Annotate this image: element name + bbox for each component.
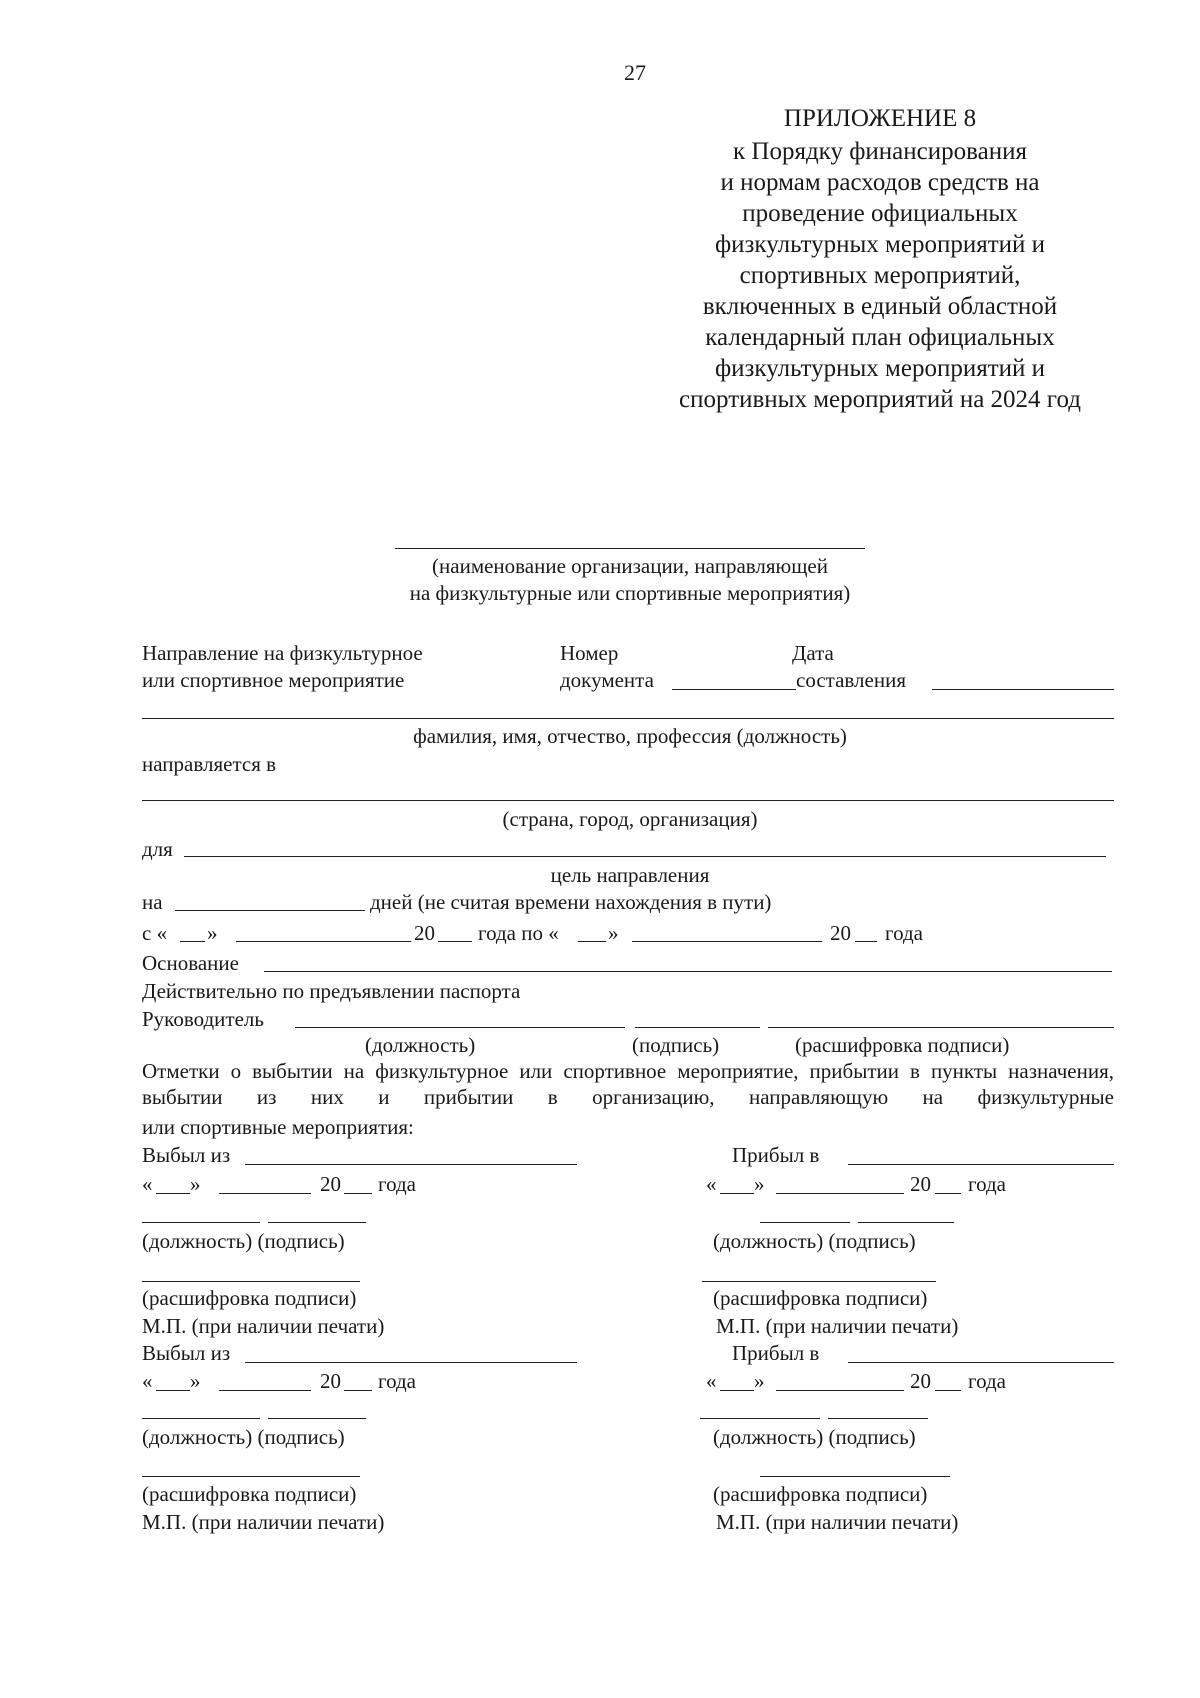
head-decode-field[interactable] [768, 1027, 1114, 1028]
days-field[interactable] [175, 910, 365, 911]
arrived-year-word-2: года [968, 1369, 1006, 1393]
days-suffix: дней (не считая времени нахождения в пути) [370, 890, 772, 914]
departed-day-1[interactable] [156, 1193, 190, 1194]
basis-label: Основание [142, 951, 239, 975]
arrived-label-1: Прибыл в [732, 1143, 820, 1167]
country-field[interactable] [142, 800, 1114, 801]
fio-caption: фамилия, имя, отчество, профессия (должность) [413, 724, 847, 748]
arrived-decode-line-1[interactable] [702, 1281, 936, 1282]
appendix-title: ПРИЛОЖЕНИЕ 8 [783, 105, 977, 132]
arrived-decode-1: (расшифровка подписи) [713, 1286, 928, 1310]
arrived-position-line-2[interactable] [700, 1418, 820, 1419]
departed-position-line-2[interactable] [142, 1418, 260, 1419]
appendix-line-1: к Порядку финансирования [733, 138, 1027, 165]
departed-year-field-2[interactable] [344, 1390, 372, 1391]
basis-field[interactable] [264, 971, 1112, 972]
days-prefix: на [142, 890, 163, 914]
date-label-1: Дата [792, 641, 834, 665]
arrived-month-2[interactable] [776, 1390, 904, 1391]
arrived-year-field-2[interactable] [935, 1390, 961, 1391]
org-caption-2: на физкультурные или спортивные мероприятия) [409, 581, 851, 605]
appendix-line-5: спортивных мероприятий, [739, 262, 1021, 289]
period-quote-1: » [207, 921, 218, 945]
arrived-position-line-1[interactable] [760, 1222, 850, 1223]
arrived-field-1[interactable] [848, 1164, 1114, 1165]
departed-field-2[interactable] [245, 1362, 577, 1363]
arrived-date-open-1: « [706, 1172, 717, 1196]
departed-signature-line-1[interactable] [268, 1222, 366, 1223]
head-label: Руководитель [142, 1007, 264, 1031]
from-month-field[interactable] [236, 941, 411, 942]
marks-last-line: или спортивные мероприятия: [142, 1115, 414, 1139]
document-number-field[interactable] [672, 689, 796, 690]
arrived-decode-line-2[interactable] [760, 1476, 950, 1477]
to-year-field[interactable] [855, 941, 877, 942]
arrived-year-2: 20 [910, 1369, 931, 1393]
sent-to-label: направляется в [142, 752, 277, 776]
departed-month-2[interactable] [219, 1390, 311, 1391]
departed-date-open-2: « [142, 1369, 153, 1393]
period-end: года [885, 921, 923, 945]
departed-signature-line-2[interactable] [268, 1418, 366, 1419]
marks-paragraph: Отметки о выбытии на физкультурное или спортивное мероприятие, прибытии в пункты назначения, выбытии из них и прибытии в организацию, направляющую на физкультурные [142, 1059, 1114, 1109]
period-mid: года по « [478, 921, 559, 945]
arrived-year-1: 20 [910, 1172, 931, 1196]
arrived-stamp-2: М.П. (при наличии печати) [716, 1510, 959, 1534]
appendix-line-4: физкультурных мероприятий и [714, 231, 1046, 258]
purpose-caption: цель направления [550, 863, 710, 887]
departed-month-1[interactable] [219, 1193, 311, 1194]
arrived-year-field-1[interactable] [935, 1193, 961, 1194]
appendix-line-3: проведение официальных [742, 200, 1018, 227]
departed-decode-2: (расшифровка подписи) [142, 1482, 357, 1506]
page-number: 27 [624, 60, 646, 85]
arrived-stamp-1: М.П. (при наличии печати) [716, 1314, 959, 1338]
to-day-field[interactable] [578, 941, 606, 942]
appendix-line-2: и нормам расходов средств на [720, 169, 1040, 196]
appendix-line-9: спортивных мероприятий на 2024 год [679, 386, 1081, 413]
country-caption: (страна, город, организация) [502, 807, 758, 831]
arrived-date-close-2: » [754, 1369, 765, 1393]
head-caption-decode: (расшифровка подписи) [795, 1033, 1010, 1057]
from-day-field[interactable] [180, 941, 205, 942]
departed-pos-sign-1: (должность) (подпись) [142, 1229, 345, 1253]
head-caption-position: (должность) [365, 1033, 476, 1057]
departed-stamp-1: М.П. (при наличии печати) [142, 1314, 385, 1338]
date-label-2: составления [796, 668, 906, 692]
direction-label-1: Направление на физкультурное [142, 641, 423, 665]
appendix-line-7: календарный план официальных [705, 324, 1055, 351]
direction-label-2: или спортивное мероприятие [142, 668, 405, 692]
number-label-2: документа [560, 668, 654, 692]
head-position-field[interactable] [295, 1027, 625, 1028]
arrived-date-open-2: « [706, 1369, 717, 1393]
compile-date-field[interactable] [932, 689, 1114, 690]
arrived-field-2[interactable] [848, 1362, 1114, 1363]
departed-decode-line-1[interactable] [142, 1281, 360, 1282]
period-quote-2: » [608, 921, 619, 945]
for-label: для [142, 837, 173, 861]
org-caption-1: (наименование организации, направляющей [432, 554, 828, 578]
appendix-line-6: включенных в единый областной [702, 293, 1058, 320]
appendix-line-8: физкультурных мероприятий и [714, 355, 1046, 382]
period-from: с « [142, 921, 168, 945]
departed-year-word-1: года [378, 1172, 416, 1196]
arrived-year-word-1: года [968, 1172, 1006, 1196]
arrived-decode-2: (расшифровка подписи) [713, 1482, 928, 1506]
number-label-1: Номер [560, 641, 619, 665]
departed-position-line-1[interactable] [142, 1222, 260, 1223]
departed-date-close-1: » [190, 1172, 201, 1196]
to-month-field[interactable] [632, 941, 822, 942]
departed-date-close-2: » [190, 1369, 201, 1393]
departed-decode-line-2[interactable] [142, 1476, 360, 1477]
head-signature-field[interactable] [635, 1027, 760, 1028]
arrived-pos-sign-1: (должность) (подпись) [713, 1229, 916, 1253]
departed-year-field-1[interactable] [344, 1193, 372, 1194]
arrived-label-2: Прибыл в [732, 1341, 820, 1365]
departed-year-2: 20 [320, 1369, 341, 1393]
purpose-field[interactable] [184, 856, 1106, 857]
departed-field-1[interactable] [245, 1164, 577, 1165]
arrived-signature-line-1[interactable] [858, 1222, 954, 1223]
from-year-field[interactable] [438, 941, 472, 942]
arrived-date-close-1: » [754, 1172, 765, 1196]
departed-label-2: Выбыл из [142, 1341, 231, 1365]
departed-stamp-2: М.П. (при наличии печати) [142, 1510, 385, 1534]
departed-label-1: Выбыл из [142, 1143, 231, 1167]
departed-day-2[interactable] [156, 1390, 190, 1391]
departed-date-open-1: « [142, 1172, 153, 1196]
period-year-2: 20 [830, 921, 851, 945]
departed-pos-sign-2: (должность) (подпись) [142, 1425, 345, 1449]
departed-decode-1: (расшифровка подписи) [142, 1286, 357, 1310]
arrived-pos-sign-2: (должность) (подпись) [713, 1425, 916, 1449]
org-name-line [395, 548, 865, 549]
period-year-1: 20 [414, 921, 435, 945]
departed-year-1: 20 [320, 1172, 341, 1196]
arrived-day-2[interactable] [720, 1390, 754, 1391]
arrived-day-1[interactable] [720, 1193, 754, 1194]
fio-field[interactable] [142, 718, 1114, 719]
head-caption-signature: (подпись) [632, 1033, 720, 1057]
arrived-signature-line-2[interactable] [828, 1418, 928, 1419]
departed-year-word-2: года [378, 1369, 416, 1393]
arrived-month-1[interactable] [776, 1193, 904, 1194]
passport-text: Действительно по предъявлении паспорта [142, 979, 521, 1003]
